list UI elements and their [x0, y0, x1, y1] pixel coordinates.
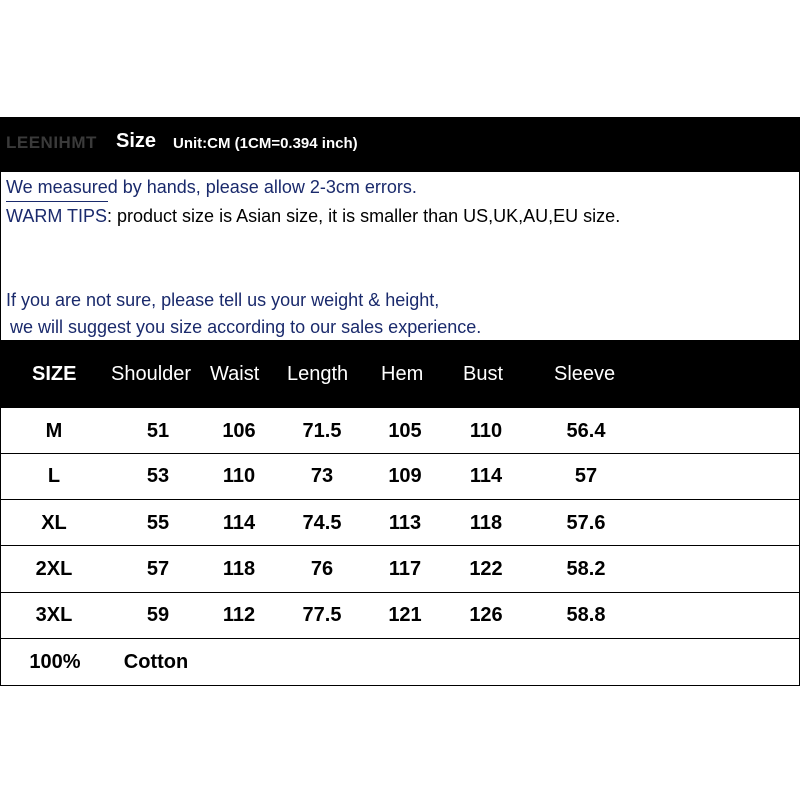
- size-title: Size: [116, 130, 157, 152]
- size-cell: XL: [41, 512, 67, 534]
- hem-cell: 109: [388, 465, 422, 487]
- sleeve-cell: 56.4: [566, 420, 606, 442]
- waist-cell: 112: [222, 604, 256, 626]
- col-header-shoulder: Shoulder: [111, 363, 192, 385]
- warm-tips-label: WARM TIPS: [6, 206, 108, 226]
- table-row: [1, 500, 799, 546]
- size-cell: M: [45, 420, 63, 442]
- col-header-bust: Bust: [463, 363, 504, 385]
- hem-cell: 113: [388, 512, 422, 534]
- material-name: Cotton: [123, 651, 189, 673]
- length-cell: 76: [310, 558, 334, 580]
- underline: [6, 201, 108, 202]
- table-row: [1, 593, 799, 639]
- note-line-1: [6, 177, 417, 198]
- bust-cell: 122: [469, 558, 503, 580]
- note-line-1-text: We measured by hands, please allow 2-3cm errors.: [6, 177, 417, 197]
- hem-cell: 117: [388, 558, 422, 580]
- waist-cell: 114: [222, 512, 256, 534]
- bust-cell: 118: [469, 512, 503, 534]
- size-table: [0, 408, 800, 686]
- sleeve-cell: 57: [574, 465, 598, 487]
- note-line-3: If you are not sure, please tell us your weight & height,: [6, 290, 440, 310]
- material-row: [1, 639, 799, 686]
- sleeve-cell: 57.6: [566, 512, 606, 534]
- length-cell: 71.5: [302, 420, 342, 442]
- length-cell: 77.5: [302, 604, 342, 626]
- brand-watermark: LEENIHMT: [6, 133, 97, 152]
- table-row: [1, 408, 799, 454]
- hem-cell: 105: [388, 420, 422, 442]
- size-cell: L: [47, 465, 61, 487]
- waist-cell: 106: [222, 420, 256, 442]
- waist-cell: 118: [222, 558, 256, 580]
- shoulder-cell: 55: [146, 512, 170, 534]
- col-header-waist: Waist: [210, 363, 260, 385]
- shoulder-cell: 51: [146, 420, 170, 442]
- table-row: [1, 454, 799, 500]
- size-header-bar: [0, 117, 800, 172]
- col-header-size: SIZE: [32, 363, 77, 385]
- size-cell: 2XL: [35, 558, 73, 580]
- size-cell: 3XL: [35, 604, 73, 626]
- length-cell: 74.5: [302, 512, 342, 534]
- bust-cell: 126: [469, 604, 503, 626]
- shoulder-cell: 59: [146, 604, 170, 626]
- warm-tips-text: : product size is Asian size, it is smaller than US,UK,AU,EU size.: [107, 206, 621, 226]
- note-line-2: [6, 206, 620, 227]
- length-cell: 73: [310, 465, 334, 487]
- col-header-sleeve: Sleeve: [554, 363, 616, 385]
- col-header-length: Length: [287, 363, 349, 385]
- measurement-notes: [0, 172, 800, 340]
- bust-cell: 110: [469, 420, 503, 442]
- hem-cell: 121: [388, 604, 422, 626]
- sleeve-cell: 58.2: [566, 558, 606, 580]
- col-header-hem: Hem: [381, 363, 424, 385]
- material-percent: 100%: [29, 651, 81, 673]
- unit-note: Unit:CM (1CM=0.394 inch): [173, 135, 358, 152]
- sleeve-cell: 58.8: [566, 604, 606, 626]
- note-line-4: we will suggest you size according to our sales experience.: [10, 317, 482, 337]
- table-header-row: [0, 340, 800, 408]
- shoulder-cell: 57: [146, 558, 170, 580]
- waist-cell: 110: [222, 465, 256, 487]
- table-row: [1, 546, 799, 593]
- shoulder-cell: 53: [146, 465, 170, 487]
- bust-cell: 114: [469, 465, 503, 487]
